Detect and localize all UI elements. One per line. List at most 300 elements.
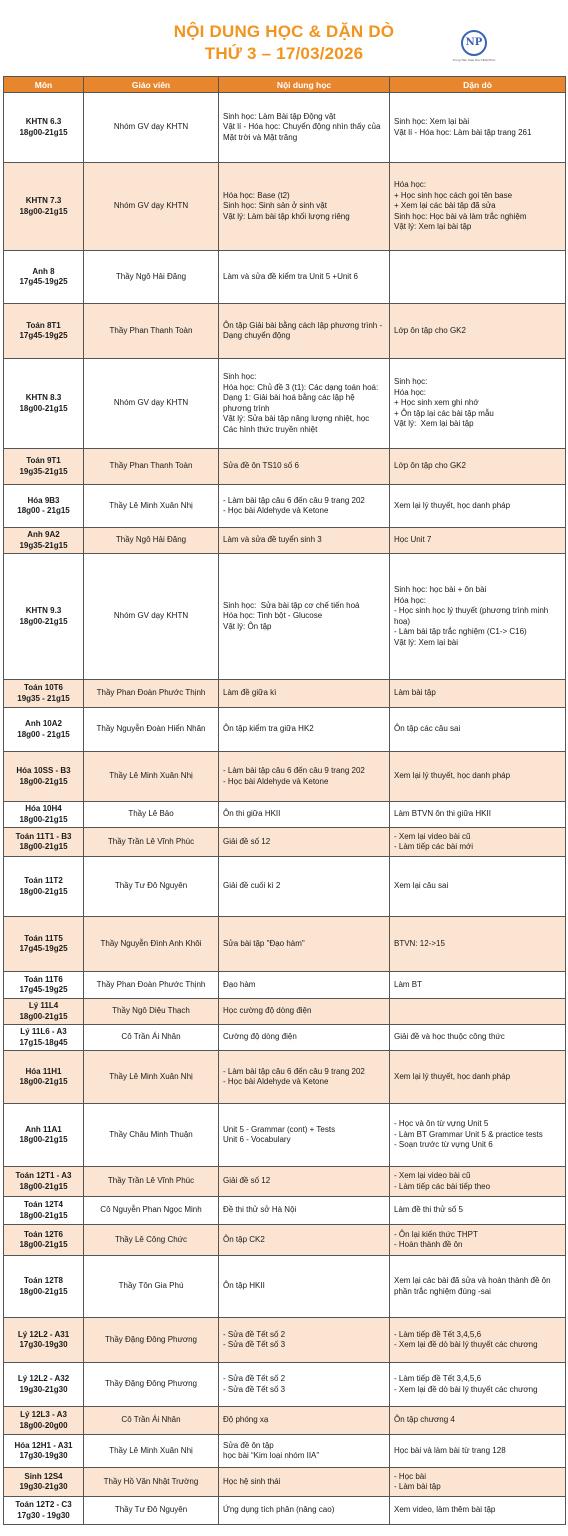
cell-line: Anh 8 xyxy=(32,266,55,276)
cell-line: Toán 12T2 - C3 xyxy=(15,1500,72,1509)
cell-content xyxy=(219,485,390,528)
cell-line: BTVN: 12->15 xyxy=(394,938,445,948)
cell-subject xyxy=(4,1256,84,1318)
cell-homework xyxy=(390,972,566,999)
cell-line: - Làm bài tập câu 6 đến câu 9 trang 202 xyxy=(223,495,365,505)
cell-content xyxy=(219,1435,390,1468)
cell-line: Lý 12L3 - A3 xyxy=(20,1410,67,1419)
page-header xyxy=(0,0,568,76)
cell-content xyxy=(219,554,390,680)
cell-homework xyxy=(390,528,566,554)
cell-line: + Học sinh xem ghi nhớ xyxy=(394,398,479,408)
cell-subject xyxy=(4,752,84,802)
cell-line: Thầy Phan Thanh Toàn xyxy=(109,461,193,471)
cell-line: 18g00-21g15 xyxy=(19,403,68,413)
cell-line: - Hoàn thành đề ôn xyxy=(394,1240,463,1249)
cell-line: Học cường độ dòng điện xyxy=(223,1006,312,1016)
cell-subject xyxy=(4,1167,84,1197)
cell-line: - Làm bài tập câu 6 đến câu 9 trang 202 xyxy=(223,766,365,775)
cell-line: Ứng dụng tích phân (nâng cao) xyxy=(223,1505,335,1515)
table-row xyxy=(4,1167,566,1197)
cell-homework xyxy=(390,752,566,802)
cell-line: Thầy Phan Đoàn Phước Thịnh xyxy=(96,688,206,698)
cell-content xyxy=(219,1225,390,1256)
cell-line: Lý 12L2 - A31 xyxy=(17,1329,70,1339)
cell-teacher xyxy=(84,972,219,999)
cell-line: Vật lý: Ôn tập xyxy=(223,621,272,631)
cell-content xyxy=(219,828,390,857)
cell-line: Xem lại lý thuyết, học danh pháp xyxy=(394,771,511,781)
cell-line: Sửa đề ôn TS10 số 6 xyxy=(223,461,299,471)
cell-homework xyxy=(390,1407,566,1435)
schedule-body xyxy=(4,93,566,1525)
cell-content xyxy=(219,802,390,828)
cell-subject xyxy=(4,917,84,972)
cell-teacher xyxy=(84,359,219,449)
cell-line: 18g00-21g15 xyxy=(19,814,68,824)
table-row xyxy=(4,251,566,304)
table-row xyxy=(4,752,566,802)
cell-line: - Làm tiếp đề Tết 3,4,5,6 xyxy=(394,1374,482,1383)
cell-line: - Học sinh học lý thuyết (phương trình minh hoạ) xyxy=(394,606,551,626)
cell-homework xyxy=(390,1363,566,1407)
cell-line: Toán 11T2 xyxy=(24,876,63,885)
cell-line: 18g00-21g15 xyxy=(19,1077,68,1086)
cell-homework xyxy=(390,1225,566,1256)
cell-line: Anh 11A1 xyxy=(25,1124,62,1134)
cell-line: 17g45-19g25 xyxy=(19,944,68,953)
cell-line: Sinh học: học bài + ôn bài xyxy=(394,585,487,594)
cell-content xyxy=(219,1363,390,1407)
cell-line: - Làm bài tập trắc nghiệm (C1-> C16) xyxy=(394,627,527,636)
cell-line: 18g00-21g15 xyxy=(19,1135,68,1144)
logo xyxy=(452,30,496,70)
cell-line: Đề thi thử sở Hà Nội xyxy=(223,1205,297,1215)
cell-line: Thầy Lê Minh Xuân Nhị xyxy=(109,500,193,510)
cell-content xyxy=(219,528,390,554)
table-row xyxy=(4,1104,566,1167)
cell-content xyxy=(219,1318,390,1363)
cell-line: Làm đề giữa kì xyxy=(223,688,277,698)
cell-line: Thầy Lê Bảo xyxy=(128,809,174,819)
cell-subject xyxy=(4,1497,84,1525)
cell-line: - Làm tiếp đề Tết 3,4,5,6 xyxy=(394,1329,482,1339)
cell-line: Cường độ dòng điện xyxy=(223,1032,297,1042)
cell-subject xyxy=(4,1197,84,1225)
cell-teacher xyxy=(84,708,219,752)
table-row xyxy=(4,1025,566,1051)
cell-line: Thầy Lê Công Chức xyxy=(114,1234,188,1244)
cell-teacher xyxy=(84,163,219,251)
cell-line: Thầy Trần Lê Vĩnh Phúc xyxy=(107,836,195,846)
table-row xyxy=(4,1468,566,1497)
cell-subject xyxy=(4,554,84,680)
cell-line: Làm BTVN ôn thi giữa HKII xyxy=(394,809,491,819)
cell-homework xyxy=(390,93,566,163)
cell-line: - Xem lại video bài cũ xyxy=(394,1171,471,1180)
cell-line: Thầy Hồ Văn Nhật Trường xyxy=(103,1476,199,1486)
cell-line: Học Unit 7 xyxy=(394,535,432,545)
cell-content xyxy=(219,359,390,449)
cell-homework xyxy=(390,1318,566,1363)
cell-homework xyxy=(390,999,566,1025)
cell-line: Làm và sửa đề tuyển sinh 3 xyxy=(223,535,322,545)
cell-line: Ôn thi giữa HKII xyxy=(223,809,281,819)
cell-line: Thầy Trần Lê Vĩnh Phúc xyxy=(107,1176,195,1186)
cell-line: Xem lại các bài đã sửa và hoàn thành đề ôn phần trắc nghiệm đúng -sai xyxy=(394,1276,553,1296)
cell-line: Toán 8T1 xyxy=(26,320,61,330)
cell-content xyxy=(219,917,390,972)
cell-line: Làm bài tập xyxy=(394,688,436,698)
table-row xyxy=(4,1497,566,1525)
cell-line: học bài “Kim loại nhóm IIA” xyxy=(223,1451,320,1460)
cell-line: Hóa học: xyxy=(394,180,427,190)
cell-teacher xyxy=(84,1435,219,1468)
cell-line: Sinh học: Làm Bài tập Động vật xyxy=(223,111,336,121)
table-row xyxy=(4,1225,566,1256)
cell-teacher xyxy=(84,802,219,828)
cell-line: Unit 5 - Grammar (cont) + Tests xyxy=(223,1124,336,1134)
cell-teacher xyxy=(84,752,219,802)
cell-teacher xyxy=(84,449,219,485)
cell-line: - Làm tiếp các bài mới xyxy=(394,842,474,851)
cell-content xyxy=(219,972,390,999)
cell-line: Lý 11L6 - A3 xyxy=(20,1027,67,1036)
cell-homework xyxy=(390,251,566,304)
cell-homework xyxy=(390,1167,566,1197)
cell-line: 19g30-21g30 xyxy=(19,1384,68,1394)
cell-teacher xyxy=(84,1256,219,1318)
cell-teacher xyxy=(84,857,219,917)
cell-subject xyxy=(4,680,84,708)
cell-subject xyxy=(4,999,84,1025)
cell-line: 18g00 - 21g15 xyxy=(17,506,70,515)
cell-line: Thầy Lê Minh Xuân Nhị xyxy=(109,1445,193,1455)
cell-subject xyxy=(4,1407,84,1435)
cell-content xyxy=(219,449,390,485)
cell-homework xyxy=(390,1497,566,1525)
cell-homework xyxy=(390,359,566,449)
cell-content xyxy=(219,708,390,752)
cell-content xyxy=(219,1407,390,1435)
cell-homework xyxy=(390,1051,566,1104)
cell-content xyxy=(219,1051,390,1104)
cell-line: Xem lại lý thuyết, học danh pháp xyxy=(394,500,511,510)
cell-line: + Học sinh học cách gọi tên base xyxy=(394,190,513,200)
cell-teacher xyxy=(84,917,219,972)
cell-line: Vật lí - Hóa học: Chuyển động nhìn thấy của Mặt trời và Mặt trăng xyxy=(223,122,383,142)
table-row xyxy=(4,1197,566,1225)
cell-subject xyxy=(4,828,84,857)
schedule-table xyxy=(3,76,566,1525)
cell-line: 18g00 - 21g15 xyxy=(17,729,70,739)
cell-subject xyxy=(4,708,84,752)
table-row xyxy=(4,1256,566,1318)
cell-line: 18g00-21g15 xyxy=(19,206,68,216)
cell-line: Lý 11L4 xyxy=(28,1001,59,1010)
cell-teacher xyxy=(84,1025,219,1051)
cell-content xyxy=(219,1167,390,1197)
cell-teacher xyxy=(84,304,219,359)
cell-line: Anh 10A2 xyxy=(25,719,62,728)
cell-content xyxy=(219,163,390,251)
cell-line: - Sửa đề Tết số 3 xyxy=(223,1384,286,1394)
cell-line: Hóa 12H1 - A31 xyxy=(14,1440,73,1450)
table-row xyxy=(4,708,566,752)
cell-line: 17g30 - 19g30 xyxy=(17,1510,70,1520)
cell-line: Nhóm GV dạy KHTN xyxy=(113,398,189,408)
cell-content xyxy=(219,1256,390,1318)
cell-content xyxy=(219,1497,390,1525)
cell-line: Làm BT xyxy=(394,979,423,989)
cell-line: Toán 11T1 - B3 xyxy=(15,831,72,841)
cell-line: - Học bài Aldehyde và Ketone xyxy=(223,1077,329,1086)
table-row xyxy=(4,1363,566,1407)
cell-line: 17g45-19g25 xyxy=(19,331,68,340)
cell-line: 19g35-21g15 xyxy=(19,540,68,550)
cell-line: Sửa đề ôn tập xyxy=(223,1440,274,1450)
cell-homework xyxy=(390,1435,566,1468)
cell-line: Ôn tập kiểm tra giữa HK2 xyxy=(223,724,314,734)
cell-line: 17g45-19g25 xyxy=(19,985,68,994)
table-row xyxy=(4,857,566,917)
cell-subject xyxy=(4,1051,84,1104)
cell-line: Đạo hàm xyxy=(223,979,256,989)
logo-caption: Trung Tâm Giáo Dục Nhật Phúc xyxy=(452,58,496,62)
cell-line: Vật lý: Làm bài tập khối lượng riêng xyxy=(223,211,350,221)
cell-line: Sinh học: Học bài và làm trắc nghiệm xyxy=(394,211,527,221)
cell-line: 18g00-21g15 xyxy=(19,1181,68,1191)
cell-line: KHTN 6.3 xyxy=(25,117,62,126)
table-row xyxy=(4,680,566,708)
cell-line: Toán 12T8 xyxy=(24,1276,63,1285)
cell-line: Thầy Ngô Hải Đăng xyxy=(115,271,187,281)
cell-homework xyxy=(390,857,566,917)
table-row xyxy=(4,93,566,163)
cell-line: Hóa học: Chủ đề 3 (t1): Các dạng toán hoá: Dạng 1: Giải bài hoá bằng các lập hệ phương trình xyxy=(223,382,381,413)
cell-homework xyxy=(390,708,566,752)
cell-content xyxy=(219,752,390,802)
cell-teacher xyxy=(84,1363,219,1407)
cell-line: Sinh học: Sinh sản ở sinh vật xyxy=(223,201,327,211)
column-header-subject: Môn xyxy=(4,77,84,93)
cell-teacher xyxy=(84,1104,219,1167)
cell-content xyxy=(219,1104,390,1167)
cell-line: Làm đề thi thử số 5 xyxy=(394,1205,463,1215)
cell-homework xyxy=(390,554,566,680)
cell-line: Giải đề số 12 xyxy=(223,836,271,846)
cell-line: Nhóm GV dạy KHTN xyxy=(113,122,189,132)
cell-line: Toán 12T1 - A3 xyxy=(15,1171,72,1180)
cell-teacher xyxy=(84,1197,219,1225)
cell-line: 18g00-21g15 xyxy=(19,616,68,626)
cell-subject xyxy=(4,802,84,828)
cell-line: Cô Nguyễn Phan Ngọc Minh xyxy=(100,1205,202,1215)
cell-subject xyxy=(4,93,84,163)
cell-line: Xem lại câu sai xyxy=(394,881,449,891)
cell-line: - Làm bài tập câu 6 đến câu 9 trang 202 xyxy=(223,1066,365,1076)
table-row xyxy=(4,449,566,485)
cell-homework xyxy=(390,680,566,708)
cell-content xyxy=(219,999,390,1025)
cell-line: 19g35 - 21g15 xyxy=(17,693,70,703)
cell-line: Thầy Tư Đô Nguyên xyxy=(114,881,188,891)
cell-line: Toán 11T6 xyxy=(24,974,63,984)
cell-content xyxy=(219,680,390,708)
cell-line: - Xem lại đề dò bài lý thuyết các chương xyxy=(394,1340,538,1349)
cell-teacher xyxy=(84,554,219,680)
column-header-teacher: Giáo viên xyxy=(84,77,219,93)
cell-line: 19g35-21g15 xyxy=(19,466,68,476)
table-row xyxy=(4,972,566,999)
cell-line: Thầy Phan Đoàn Phước Thịnh xyxy=(96,979,206,989)
cell-line: Thầy Tư Đô Nguyên xyxy=(114,1505,188,1515)
cell-line: - Làm tiếp các bài tiếp theo xyxy=(394,1181,491,1191)
cell-line: KHTN 7.3 xyxy=(25,196,62,205)
cell-teacher xyxy=(84,1051,219,1104)
cell-line: Hóa 10H4 xyxy=(25,804,62,813)
cell-line: Thầy Ngô Diệu Thạch xyxy=(112,1006,190,1016)
logo-mark: NP xyxy=(461,30,487,56)
cell-line: - Sửa đề Tết số 3 xyxy=(223,1340,286,1349)
cell-line: Lớp ôn tập cho GK2 xyxy=(394,325,466,335)
cell-homework xyxy=(390,163,566,251)
cell-teacher xyxy=(84,1225,219,1256)
table-row xyxy=(4,1051,566,1104)
cell-homework xyxy=(390,449,566,485)
cell-line: Giải đề và học thuộc công thức xyxy=(394,1032,505,1042)
cell-line: Vật lý: Xem lại bài tập xyxy=(394,419,474,429)
cell-homework xyxy=(390,1468,566,1497)
cell-line: Thầy Châu Minh Thuận xyxy=(109,1129,193,1139)
cell-content xyxy=(219,304,390,359)
cell-line: Thầy Lê Minh Xuân Nhị xyxy=(109,771,193,781)
cell-line: Thầy Tôn Gia Phú xyxy=(118,1281,184,1291)
cell-line: Ôn tập chương 4 xyxy=(394,1415,455,1425)
cell-line: Thầy Nguyễn Đoàn Hiển Nhân xyxy=(96,724,206,734)
table-row xyxy=(4,554,566,680)
cell-subject xyxy=(4,163,84,251)
table-row xyxy=(4,802,566,828)
cell-line: Lớp ôn tập cho GK2 xyxy=(394,461,466,471)
cell-line: Sinh 12S4 xyxy=(24,1471,63,1481)
cell-line: 18g00-21g15 xyxy=(19,1011,68,1021)
cell-line: 17g30-19g30 xyxy=(19,1340,68,1349)
table-row xyxy=(4,163,566,251)
cell-line: - Sửa đề Tết số 2 xyxy=(223,1329,286,1339)
cell-line: 19g30-21g30 xyxy=(19,1482,68,1491)
cell-line: Vật lý: Xem lại bài xyxy=(394,637,459,647)
cell-homework xyxy=(390,917,566,972)
cell-line: Hóa 10SS - B3 xyxy=(16,766,71,775)
table-header-row xyxy=(4,77,566,93)
cell-subject xyxy=(4,251,84,304)
cell-line: Ôn tập Giải bài bằng cách lập phương trình - Dạng chuyển động xyxy=(223,320,385,340)
table-row xyxy=(4,485,566,528)
cell-line: Sinh học: xyxy=(223,372,257,381)
cell-line: Sinh học: Sửa bài tập cơ chế tiến hoá xyxy=(223,600,360,610)
cell-subject xyxy=(4,1468,84,1497)
cell-content xyxy=(219,1197,390,1225)
cell-homework xyxy=(390,304,566,359)
cell-subject xyxy=(4,359,84,449)
cell-line: Toán 10T6 xyxy=(24,683,63,692)
cell-teacher xyxy=(84,999,219,1025)
cell-teacher xyxy=(84,93,219,163)
cell-line: - Xem lại đề dò bài lý thuyết các chương xyxy=(394,1384,538,1394)
cell-line: Nhóm GV dạy KHTN xyxy=(113,201,189,211)
cell-line: 18g00-20g00 xyxy=(19,1420,68,1430)
cell-subject xyxy=(4,485,84,528)
cell-line: Sinh học: Xem lại bài xyxy=(394,117,470,126)
cell-line: - Làm bài tập xyxy=(394,1482,441,1491)
cell-subject xyxy=(4,304,84,359)
cell-subject xyxy=(4,1104,84,1167)
cell-teacher xyxy=(84,1497,219,1525)
cell-line: - Học bài xyxy=(394,1471,427,1481)
cell-line: Làm và sửa đề kiểm tra Unit 5 +Unit 6 xyxy=(223,271,358,281)
cell-line: Thầy Đặng Đông Phương xyxy=(105,1334,197,1344)
table-row xyxy=(4,1407,566,1435)
cell-line: Sửa bài tập "Đạo hàm" xyxy=(223,938,305,948)
cell-line: Toán 12T4 xyxy=(24,1200,63,1209)
cell-teacher xyxy=(84,828,219,857)
cell-subject xyxy=(4,1025,84,1051)
cell-line: Hóa học: xyxy=(394,387,427,397)
cell-line: Độ phóng xạ xyxy=(223,1415,269,1425)
cell-line: Hóa học: Base (t2) xyxy=(223,190,290,200)
column-header-content: Nội dung học xyxy=(219,77,390,93)
cell-line: Thầy Phan Thanh Toàn xyxy=(109,325,193,335)
table-row xyxy=(4,528,566,554)
cell-subject xyxy=(4,1435,84,1468)
cell-content xyxy=(219,857,390,917)
cell-line: Hóa học: Tinh bột - Glucose xyxy=(223,611,323,621)
column-header-homework: Dặn dò xyxy=(390,77,566,93)
cell-content xyxy=(219,1468,390,1497)
cell-line: Cô Trần Ái Nhân xyxy=(121,1032,181,1042)
cell-line: Hóa học: xyxy=(394,595,427,605)
cell-line: Thầy Nguyễn Đình Anh Khôi xyxy=(100,938,202,948)
cell-line: + Xem lại các bài tập đã sửa xyxy=(394,201,496,211)
cell-line: 17g45-19g25 xyxy=(19,277,68,286)
cell-line: Ôn tập HKII xyxy=(223,1281,265,1291)
cell-teacher xyxy=(84,485,219,528)
cell-teacher xyxy=(84,680,219,708)
cell-line: Nhóm GV dạy KHTN xyxy=(113,611,189,621)
cell-line: 18g00-21g15 xyxy=(19,842,68,851)
table-row xyxy=(4,1318,566,1363)
cell-homework xyxy=(390,1256,566,1318)
cell-line: 18g00-21g15 xyxy=(19,776,68,786)
cell-homework xyxy=(390,802,566,828)
cell-subject xyxy=(4,1225,84,1256)
cell-homework xyxy=(390,828,566,857)
cell-content xyxy=(219,93,390,163)
cell-line: Hóa 9B3 xyxy=(27,495,60,505)
cell-line: KHTN 9.3 xyxy=(25,606,62,615)
cell-line: - Học và ôn từ vựng Unit 5 xyxy=(394,1119,489,1129)
cell-line: + Ôn tập lại các bài tập mẫu xyxy=(394,408,494,418)
cell-line: 17g15-18g45 xyxy=(19,1037,68,1047)
cell-line: Toán 12T6 xyxy=(24,1229,63,1239)
cell-line: Ôn tập các câu sai xyxy=(394,724,461,734)
cell-teacher xyxy=(84,1407,219,1435)
cell-line: Giải đề số 12 xyxy=(223,1176,271,1186)
cell-content xyxy=(219,251,390,304)
cell-line: Xem lại lý thuyết, học danh pháp xyxy=(394,1071,511,1081)
cell-homework xyxy=(390,485,566,528)
